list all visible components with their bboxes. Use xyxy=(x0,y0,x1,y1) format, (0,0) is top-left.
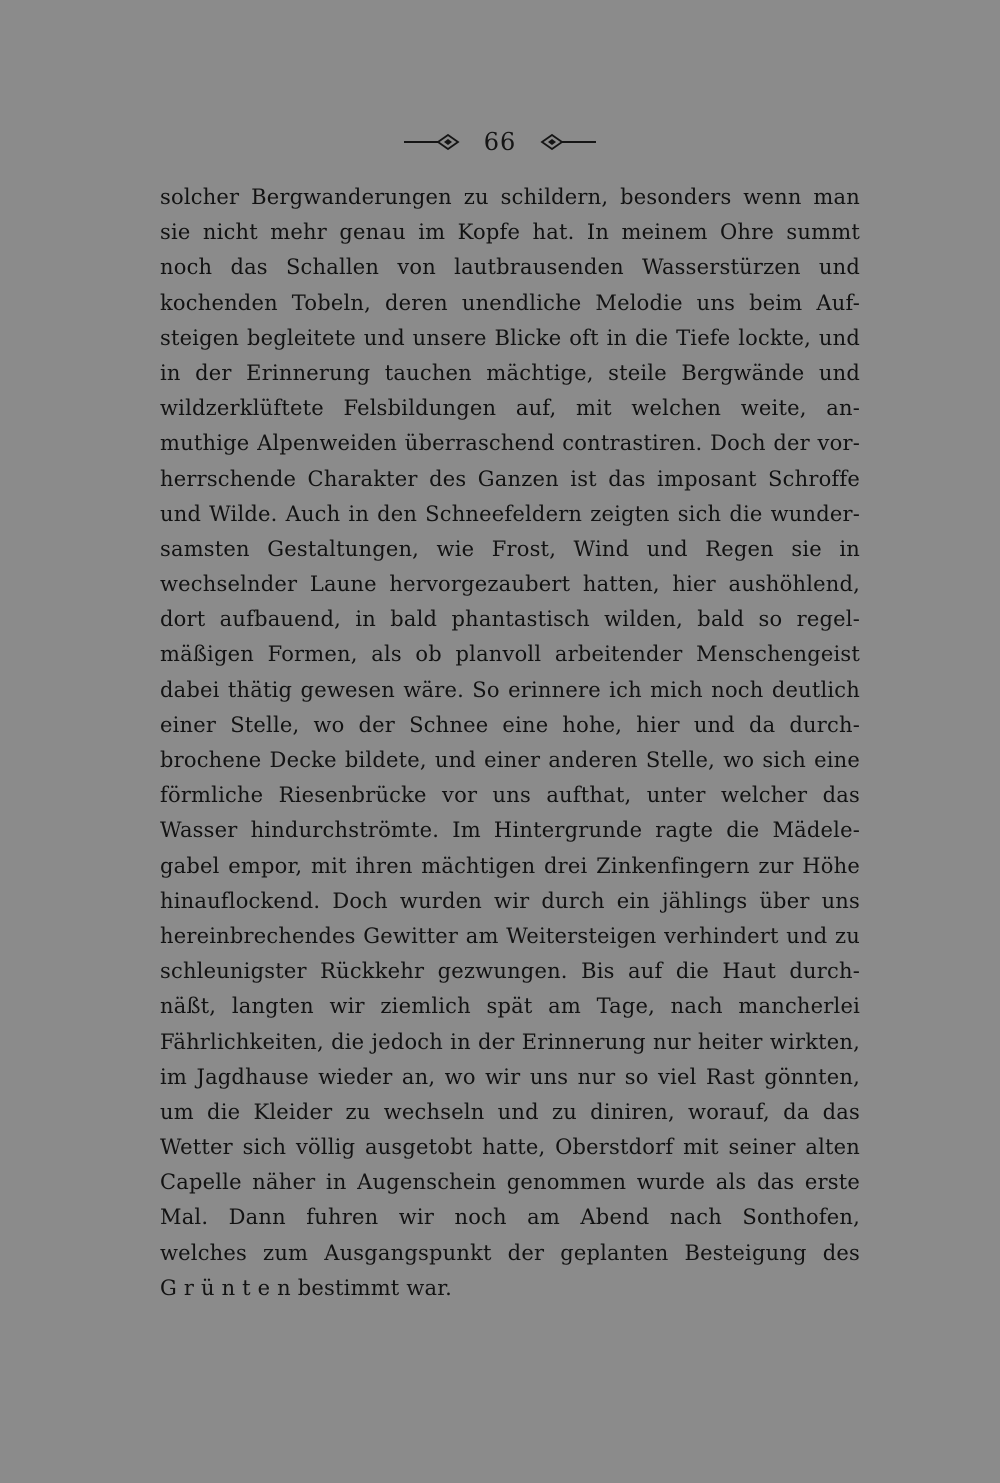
text-line: brochene Decke bildete, und einer anderen Stelle, wo sich eine xyxy=(160,748,860,772)
text-line: dabei thätig gewesen wäre. So erinnere ich mich noch deutlich xyxy=(160,677,860,702)
body-text xyxy=(160,180,860,1306)
text-line: gabel empor, mit ihren mächtigen drei Zinkenfingern zur Höhe xyxy=(160,853,860,878)
text-line: hereinbrechendes Gewitter am Weitersteigen verhindert und zu xyxy=(160,923,860,948)
text-line: im Jagdhause wieder an, wo wir uns nur so viel Rast gönnten, xyxy=(160,1064,860,1089)
text-line: näßt, langten wir ziemlich spät am Tage, nach mancherlei xyxy=(160,994,860,1019)
text-line: mäßigen Formen, als ob planvoll arbeitender Menschengeist xyxy=(160,642,860,667)
text-line: hinauflockend. Doch wurden wir durch ein jählings über uns xyxy=(160,888,860,913)
text-line-last: G r ü n t e n bestimmt war. xyxy=(160,1275,453,1300)
text-line: sie nicht mehr genau im Kopfe hat. In meinem Ohre summt xyxy=(160,220,860,245)
text-line: Mal. Dann fuhren wir noch am Abend nach Sonthofen, xyxy=(160,1205,860,1230)
text-line: und Wilde. Auch in den Schneefeldern zeigten sich die wunder- xyxy=(160,501,860,526)
page-number: 66 xyxy=(483,128,517,156)
text-line: muthige Alpenweiden überraschend contrastiren. Doch der vor- xyxy=(160,431,860,456)
text-line: noch das Schallen von lautbrausenden Wasserstürzen und xyxy=(160,255,860,280)
text-line: um die Kleider zu wechseln und zu diniren, worauf, da das xyxy=(160,1099,860,1124)
text-line: wildzerklüftete Felsbildungen auf, mit welchen weite, an- xyxy=(160,396,860,421)
text-line: solcher Bergwanderungen zu schildern, besonders wenn man xyxy=(160,185,860,209)
text-line: Capelle näher in Augenschein genommen wurde als das erste xyxy=(160,1170,860,1195)
text-line: Wetter sich völlig ausgetobt hatte, Oberstdorf mit seiner alten xyxy=(160,1135,860,1160)
text-line: förmliche Riesenbrücke vor uns aufthat, unter welcher das xyxy=(160,783,860,808)
text-line: samsten Gestaltungen, wie Frost, Wind und Regen sie in xyxy=(160,536,860,561)
text-line: einer Stelle, wo der Schnee eine hohe, hier und da durch- xyxy=(160,712,860,737)
text-line: welches zum Ausgangspunkt der geplanten Besteigung des xyxy=(160,1240,860,1265)
text-line: herrschende Charakter des Ganzen ist das imposant Schroffe xyxy=(160,466,860,491)
left-ornament-icon xyxy=(404,132,460,152)
text-line: steigen begleitete und unsere Blicke oft in die Tiefe lockte, und xyxy=(160,325,860,350)
text-line: in der Erinnerung tauchen mächtige, steile Bergwände und xyxy=(160,360,860,385)
page-header xyxy=(0,128,1000,156)
text-line: dort aufbauend, in bald phantastisch wilden, bald so regel- xyxy=(160,607,860,632)
right-ornament-icon xyxy=(540,132,596,152)
text-line: Wasser hindurchströmte. Im Hintergrunde ragte die Mädele- xyxy=(160,818,860,843)
text-line: Fährlichkeiten, die jedoch in der Erinnerung nur heiter wirkten, xyxy=(160,1029,860,1054)
text-line: kochenden Tobeln, deren unendliche Melodie uns beim Auf- xyxy=(160,290,860,315)
text-line: schleunigster Rückkehr gezwungen. Bis auf die Haut durch- xyxy=(160,959,860,984)
text-line: wechselnder Laune hervorgezaubert hatten, hier aushöhlend, xyxy=(160,572,860,597)
